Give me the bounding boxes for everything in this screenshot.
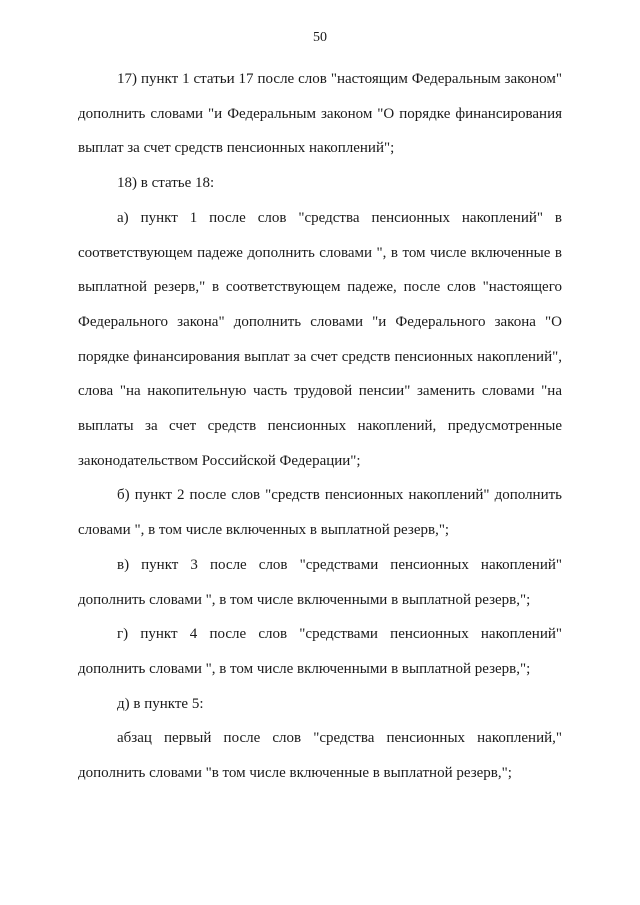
page-number: 50 [313, 30, 327, 45]
paragraph-subitem-v: в) пункт 3 после слов "средствами пенсионных накоплений" дополнить словами ", в том числе включенными в выплатной резерв,"; [78, 556, 562, 608]
paragraph-subitem-b: б) пункт 2 после слов "средств пенсионных накоплений" дополнить словами ", в том числе включенных в выплатной резерв,"; [78, 487, 562, 539]
paragraph-subitem-g: г) пункт 4 после слов "средствами пенсионных накоплений" дополнить словами ", в том числе включенными в выплатной резерв,"; [78, 626, 562, 677]
paragraph-subitem-d: д) в пункте 5: [117, 695, 204, 712]
paragraph-item-17: 17) пункт 1 статьи 17 после слов "настоящим Федеральным законом" дополнить словами "и Федеральным законом "О порядке финансирования выплат за счет средств пенсионных накоплений"; [78, 71, 562, 157]
paragraph-abzac-first: абзац первый после слов "средства пенсионных накоплений," дополнить словами "в том числе включенные в выплатной резерв,"; [78, 730, 562, 782]
paragraph-item-18: 18) в статье 18: [117, 175, 215, 192]
document-body [78, 62, 562, 791]
paragraph-subitem-a: а) пункт 1 после слов "средства пенсионных накоплений" в соответствующем падеже дополнить словами ", в том числе включенные в выплатной резерв," в соответствующем падеже, после слов "настоящего Федерального закона" дополнить словами "и Федерального закона "О порядке финансирования выплат за счет средств пенсионных накоплений", слова "на накопительную часть трудовой пенсии" заменить словами "на выплаты за счет средств пенсионных накоплений, предусмотренные законодательством Российской Федерации"; [78, 209, 562, 469]
